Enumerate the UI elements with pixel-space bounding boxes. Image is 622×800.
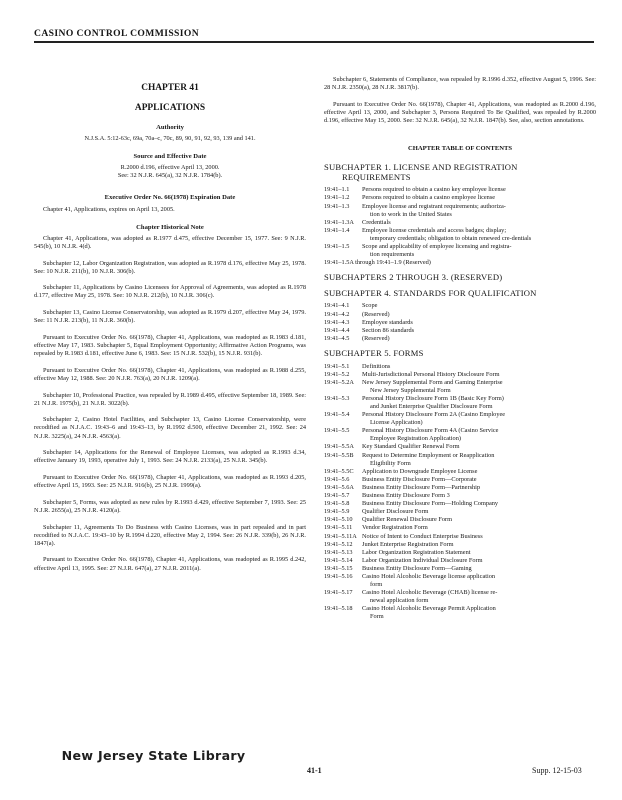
toc-section-title [362, 557, 596, 565]
toc-section-number: 19:41–5.7 [324, 492, 350, 500]
toc-entry [324, 516, 596, 524]
history-paragraph: Pursuant to Executive Order No. 66(1978), Chapter 41, Applications, was readopted as R.1983 d.181, effective May 17, 1983. Subchapter 5, Equal Employment Opportunity; Affirmative Action Programs, was repealed by R.1983 d.181, effective June 6, 1983. See: 15 N.J.R. 532(b), 15 N.J.R. 931(b). [34, 333, 306, 358]
supplement-date: Supp. 12-15-03 [532, 766, 582, 775]
toc-entry [324, 203, 596, 219]
toc-section-number: 19:41–1.3A [324, 218, 354, 226]
toc-section-number: 19:41–1.4 [324, 226, 350, 234]
toc-entry [324, 500, 596, 508]
toc-section-number: 19:41–5.5B [324, 451, 354, 459]
toc-title-continuation: Eligibility Form [370, 459, 411, 467]
toc-section-title [362, 327, 596, 335]
toc-entry [324, 492, 596, 500]
toc-section-number: 19:41–5.5 [324, 427, 350, 435]
toc-section-number: 19:41–5.2 [324, 370, 350, 378]
toc-title-line: Qualifier Renewal Disclosure Form [362, 516, 453, 524]
toc-section-number: 19:41–4.2 [324, 310, 350, 318]
toc-section-number: 19:41–5.14 [324, 556, 353, 564]
toc-section-number: 19:41–5.11A [324, 532, 357, 540]
history-paragraph: Subchapter 6, Statements of Compliance, was repealed by R.1996 d.352, effective August 5, 1996. See: 28 N.J.R. 2350(a), 28 N.J.R. 3817(b). [324, 76, 596, 92]
toc-entry [324, 508, 596, 516]
toc-entry [324, 533, 596, 541]
toc-title-continuation: tion to work in the United States [370, 210, 452, 218]
toc-section-number: 19:41–5.18 [324, 605, 353, 613]
toc-title-line: Scope and applicability of employee licensing and registra- [362, 243, 512, 250]
toc-entry [324, 243, 596, 259]
subchapter-5-list [324, 363, 596, 622]
toc-title-line: Multi-Jurisdictional Personal History Disclosure Form [362, 370, 500, 378]
toc-section-number: 19:41–5.3 [324, 394, 350, 402]
toc-entry [324, 443, 596, 451]
toc-title-line: Business Entity Disclosure Form—Gaming [362, 564, 472, 572]
history-paragraph: Pursuant to Executive Order No. 66(1978), Chapter 41, Applications, was readopted as R.2000 d.196, effective April 13, 2000, and Subchapter 3, Persons Required To Be Qualified, was repealed by R.2000 d.196, effective May 15, 2000. See: 32 N.J.R. 645(a), 32 N.J.R. 1847(b). See, also, section annotations. [324, 100, 596, 124]
toc-title-line: Key Standard Qualifier Renewal Form [362, 443, 460, 451]
toc-title-line: Business Entity Disclosure Form—Partnership [362, 483, 481, 491]
toc-section-title [362, 565, 596, 573]
toc-section-title [362, 379, 596, 395]
toc-title-line: Casino Hotel Alcoholic Beverage Permit Application [362, 605, 496, 613]
toc-section-title [324, 259, 596, 267]
toc-entry [324, 452, 596, 468]
subchapter-heading-line: REQUIREMENTS [342, 171, 411, 182]
toc-section-number: 19:41–4.3 [324, 318, 350, 326]
toc-entry [324, 363, 596, 371]
page-number: 41-1 [307, 766, 322, 775]
history-paragraph: Subchapter 14, Applications for the Renewal of Employee Licenses, was adopted as R.1993 d.34, effective January 19, 1993, operative July 1, 1993. See: 24 N.J.R. 2133(a), 25 N.J.R. 345(b). [34, 449, 306, 465]
toc-section-number: 19:41–1.5 [324, 243, 350, 250]
toc-section-title [362, 533, 596, 541]
right-column [324, 76, 596, 622]
toc-section-number: 19:41–4.1 [324, 302, 350, 310]
toc-title-line: Vendor Registration Form [362, 524, 428, 532]
toc-title-line: Qualifier Disclosure Form [362, 508, 429, 516]
toc-title-line: Notice of Intent to Conduct Enterprise Business [362, 532, 483, 540]
toc-section-title [362, 524, 596, 532]
toc-entry [324, 476, 596, 484]
toc-title-line: 19:41–1.5A through 19:41–1.9 (Reserved) [324, 259, 431, 267]
toc-title-line: Persons required to obtain a casino employee license [362, 194, 496, 202]
toc-title-continuation: tion requirements [370, 251, 415, 259]
toc-entry [324, 311, 596, 319]
history-paragraph: Pursuant to Executive Order No. 66(1978), Chapter 41, Applications, was readopted as R.1995 d.242, effective April 13, 1995. See: 27 N.J.R. 647(a), 27 N.J.R. 2011(a). [34, 556, 306, 572]
toc-title-continuation: Form [370, 613, 384, 621]
toc-title-continuation: temporary credentials; obligation to obtain renewed cre-dentials [370, 234, 532, 242]
toc-title-line: Business Entity Disclosure Form—Holding Company [362, 500, 499, 508]
toc-entry [324, 302, 596, 310]
toc-section-number: 19:41–5.2A [324, 378, 354, 386]
toc-section-number: 19:41–5.11 [324, 524, 353, 532]
toc-entry [324, 549, 596, 557]
header-rule [34, 41, 594, 43]
toc-title-line: Employee license credentials and access badges; display; [362, 226, 507, 234]
toc-section-title [362, 468, 596, 476]
history-heading: Chapter Historical Note [136, 223, 204, 231]
toc-section-number: 19:41–5.8 [324, 500, 350, 508]
toc-section-number: 19:41–5.6 [324, 475, 350, 483]
running-header: CASINO CONTROL COMMISSION [34, 28, 200, 39]
toc-title-line: Employee standards [362, 318, 413, 326]
toc-section-title [362, 500, 596, 508]
history-paragraph: Subchapter 13, Casino License Conservatorship, was adopted as R.1979 d.207, effective May 24, 1979. See: 11 N.J.R. 213(b), 11 N.J.R. 360(b). [34, 309, 306, 325]
toc-section-title [362, 371, 596, 379]
toc-entry [324, 259, 596, 267]
left-column [34, 76, 306, 581]
toc-entry [324, 484, 596, 492]
toc-entry [324, 605, 596, 621]
toc-section-number: 19:41–5.6A [324, 483, 354, 491]
toc-section-title [362, 203, 596, 219]
toc-section-title [362, 589, 596, 605]
toc-section-number: 19:41–5.13 [324, 548, 353, 556]
toc-title-line: Definitions [362, 362, 391, 370]
toc-entry [324, 335, 596, 343]
history-paragraph: Chapter 41, Applications, was adopted as R.1977 d.475, effective December 15, 1977. See: 9 N.J.R. 545(b), 10 N.J.R. 4(d). [34, 234, 306, 250]
toc-section-number: 19:41–5.5A [324, 443, 354, 451]
toc-section-number: 19:41–5.10 [324, 516, 353, 524]
expiration-heading: Executive Order No. 66(1978) Expiration Date [104, 194, 236, 202]
source-line: See: 32 N.J.R. 645(a), 32 N.J.R. 1784(b). [117, 172, 223, 180]
toc-entry [324, 589, 596, 605]
toc-section-title [362, 219, 596, 227]
toc-title-line: Personal History Disclosure Form 2A (Casino Employee [362, 411, 506, 419]
toc-section-title [362, 516, 596, 524]
toc-title-continuation: and Junket Enterprise Qualifier Disclosure Form [370, 403, 493, 410]
authority-text: N.J.S.A. 5:12-63c, 69a, 70a–c, 70c, 89, 90, 91, 92, 93, 139 and 141. [84, 135, 256, 143]
toc-section-title [362, 452, 596, 468]
toc-title-line: (Reserved) [362, 334, 390, 342]
toc-entry [324, 327, 596, 335]
toc-entry [324, 573, 596, 589]
toc-section-title [362, 311, 596, 319]
toc-entry [324, 411, 596, 427]
toc-section-number: 19:41–5.1 [324, 362, 350, 370]
toc-section-title [362, 484, 596, 492]
toc-entry [324, 319, 596, 327]
toc-title: CHAPTER TABLE OF CONTENTS [407, 145, 513, 153]
source-text [34, 164, 306, 180]
subchapter-4-heading: SUBCHAPTER 4. STANDARDS FOR QUALIFICATION [324, 287, 537, 298]
history-paragraph: Subchapter 5, Forms, was adopted as new rules by R.1993 d.429, effective September 7, 1993. See: 25 N.J.R. 2655(a), 25 N.J.R. 4120(a). [34, 498, 306, 514]
history-paragraph: Subchapter 10, Professional Practice, was repealed by R.1989 d.495, effective September 18, 1989. See: 21 N.J.R. 1975(b), 21 N.J.R. 3022(b). [34, 391, 306, 407]
toc-section-title [362, 302, 596, 310]
toc-title-line: Casino Hotel Alcoholic Beverage license application [362, 572, 496, 580]
toc-section-title [362, 541, 596, 549]
toc-section-number: 19:41–5.16 [324, 572, 353, 580]
toc-entry [324, 565, 596, 573]
toc-entry [324, 524, 596, 532]
toc-title-line: New Jersey Supplemental Form and Gaming Enterprise [362, 378, 503, 386]
toc-entry [324, 186, 596, 194]
history-paragraph: Pursuant to Executive Order No. 66(1978), Chapter 41, Applications, was readopted as R.1988 d.255, effective May 12, 1988. See: 20 N.J.R. 763(a), 20 N.J.R. 1209(a). [34, 366, 306, 382]
toc-title-continuation: newal application form [370, 597, 429, 605]
toc-title-continuation: New Jersey Supplemental Form [370, 386, 451, 394]
toc-section-number: 19:41–5.12 [324, 540, 353, 548]
history-notes [34, 235, 306, 573]
toc-section-number: 19:41–5.4 [324, 411, 350, 419]
toc-entry [324, 427, 596, 443]
toc-title-line: Labor Organization Individual Disclosure Form [362, 556, 483, 564]
toc-section-number: 19:41–5.9 [324, 508, 350, 516]
chapter-number: CHAPTER 41 [141, 83, 199, 93]
toc-section-number: 19:41–1.1 [324, 186, 350, 194]
toc-entry [324, 371, 596, 379]
toc-title-line: Request to Determine Employment or Reapplication [362, 451, 495, 459]
history-paragraph: Subchapter 2, Casino Hotel Facilities, and Subchapter 13, Casino License Conservatorship, were recodified as N.J.A.C. 19:43–6 and 19:43–13, by R.1992 d.500, effective December 21, 1992. See: 24 N.J.R. 3225(a), 24 N.J.R. 4563(a). [34, 416, 306, 440]
toc-section-title [362, 335, 596, 343]
toc-title-continuation: Employee Registration Application) [370, 435, 461, 443]
library-stamp: New Jersey State Library [61, 749, 246, 763]
authority-heading: Authority [156, 124, 184, 131]
toc-section-title [362, 443, 596, 451]
toc-section-title [362, 573, 596, 589]
toc-entry [324, 541, 596, 549]
toc-title-line: Persons required to obtain a casino key employee license [362, 186, 506, 194]
toc-section-title [362, 186, 596, 194]
source-line: R.2000 d.196, effective April 13, 2000. [120, 164, 220, 172]
subchapter-5-heading: SUBCHAPTER 5. FORMS [324, 347, 424, 358]
toc-title-line: Casino Hotel Alcoholic Beverage (CHAB) license re- [362, 589, 498, 597]
toc-section-number: 19:41–1.3 [324, 202, 350, 210]
toc-section-title [362, 243, 596, 259]
toc-title-line: Personal History Disclosure Form 4A (Casino Service [362, 427, 499, 435]
toc-title-line: Business Entity Disclosure Form—Corporate [362, 475, 477, 483]
toc-title-line: Business Entity Disclosure Form 3 [362, 492, 450, 500]
toc-entry [324, 379, 596, 395]
toc-entry [324, 557, 596, 565]
subchapter-1-list [324, 186, 596, 267]
toc-section-title [362, 605, 596, 621]
subchapter-1-heading [324, 163, 596, 182]
toc-title-continuation: form [370, 581, 383, 589]
toc-title-line: Section 86 standards [362, 326, 415, 334]
toc-entry [324, 194, 596, 202]
toc-section-title [362, 319, 596, 327]
history-paragraph: Subchapter 12, Labor Organization Registration, was adopted as R.1978 d.176, effective May 25, 1978. See: 10 N.J.R. 211(b), 10 N.J.R. 306(b). [34, 259, 306, 275]
toc-title-line: Employee license and registrant requirements; authoriza- [362, 202, 506, 210]
source-heading: Source and Effective Date [133, 153, 207, 161]
toc-section-title [362, 363, 596, 371]
chapter-title: APPLICATIONS [134, 103, 206, 113]
history-paragraph: Subchapter 11, Applications by Casino Licensees for Approval of Agreements, was adopted as R.1978 d.177, effective May 25, 1978. See: 10 N.J.R. 212(b), 10 N.J.R. 306(c). [34, 284, 306, 300]
toc-section-title [362, 508, 596, 516]
toc-title-line: Labor Organization Registration Statement [362, 548, 471, 556]
history-paragraph: Subchapter 11, Agreements To Do Business with Casino Licenses, was in part repealed and in part recodified to N.J.A.C. 19:43–10 by R.1994 d.220, effective May 2, 1994. See: 26 N.J.R. 339(b), 26 N.J.R. 1847(a). [34, 523, 306, 547]
history-paragraph: Pursuant to Executive Order No. 66(1978), Chapter 41, Applications, was readopted as R.1993 d.205, effective April 15, 1993. See: 25 N.J.R. 916(b), 25 N.J.R. 1999(a). [34, 473, 306, 490]
toc-section-number: 19:41–4.5 [324, 334, 350, 342]
toc-title-line: (Reserved) [362, 310, 390, 318]
subchapter-2-heading: SUBCHAPTERS 2 THROUGH 3. (RESERVED) [324, 272, 503, 283]
expiration-text: Chapter 41, Applications, expires on April 13, 2005. [43, 205, 175, 213]
toc-section-number: 19:41–5.15 [324, 564, 353, 572]
toc-entry [324, 219, 596, 227]
toc-section-title [362, 194, 596, 202]
toc-title-line: Scope [362, 302, 378, 310]
toc-section-number: 19:41–5.5C [324, 467, 354, 475]
toc-entry [324, 395, 596, 411]
toc-title-line: Credentials [362, 218, 391, 226]
toc-section-number: 19:41–4.4 [324, 326, 350, 334]
toc-section-title [362, 227, 596, 243]
toc-title-line: Application to Downgrade Employee License [362, 467, 478, 475]
toc-entry [324, 468, 596, 476]
toc-entry [324, 227, 596, 243]
toc-section-title [362, 549, 596, 557]
toc-section-title [362, 492, 596, 500]
toc-title-continuation: License Application) [370, 419, 423, 427]
toc-section-title [362, 427, 596, 443]
toc-section-number: 19:41–1.2 [324, 194, 350, 202]
subchapter-heading-line: SUBCHAPTER 1. LICENSE AND REGISTRATION [324, 162, 518, 173]
toc-section-title [362, 476, 596, 484]
toc-section-title [362, 395, 596, 411]
toc-title-line: Personal History Disclosure Form 1B (Basic Key Form) [362, 394, 504, 402]
subchapter-4-list [324, 302, 596, 342]
toc-title-line: Junket Enterprise Registration Form [362, 540, 454, 548]
toc-section-title [362, 411, 596, 427]
toc-section-number: 19:41–5.17 [324, 589, 353, 597]
history-notes-continued [324, 76, 596, 125]
